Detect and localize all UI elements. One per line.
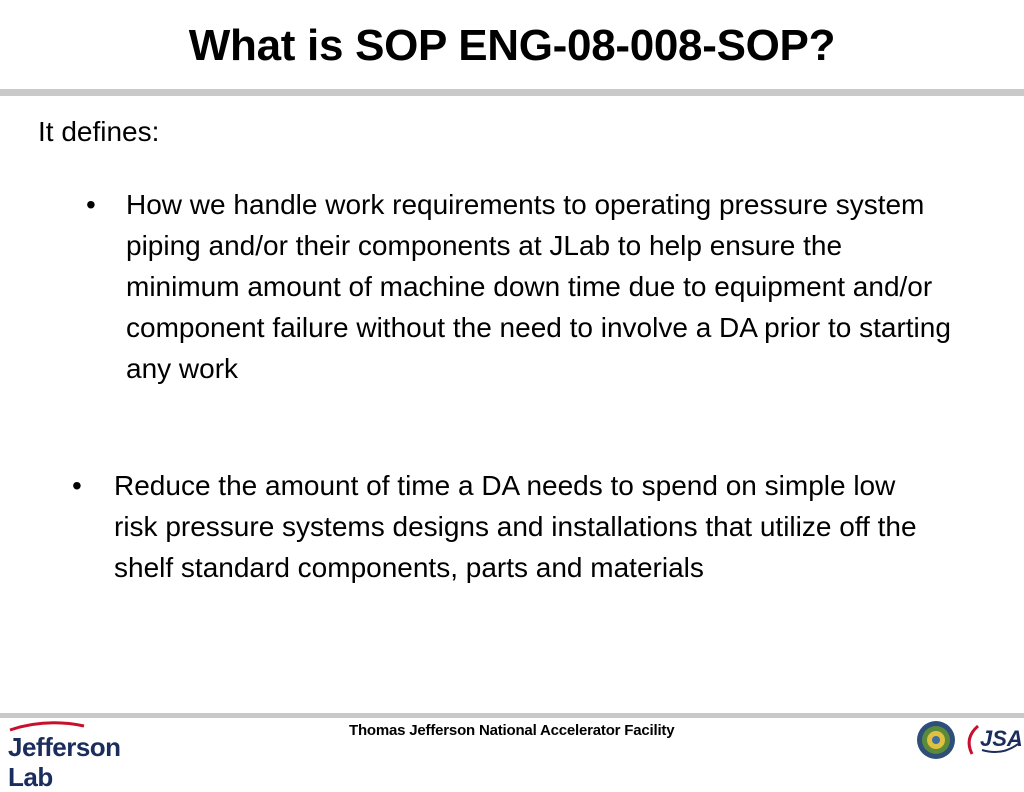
jsa-wordmark: JSA [980, 726, 1023, 751]
slide-title: What is SOP ENG-08-008-SOP? [188, 21, 836, 70]
bullet-text: How we handle work requirements to operating pressure system piping and/or their components at JLab to help ensure the minimum amount of machine down time due to equipment and/or component failure without the need to involve a DA prior to starting any work [126, 189, 951, 384]
jsa-logo [962, 720, 1023, 762]
bullet-item [72, 465, 942, 588]
bullet-marker: • [86, 189, 96, 220]
facility-name: Thomas Jefferson National Accelerator Facility [349, 722, 675, 739]
title-divider [0, 89, 1024, 96]
bullet-item [86, 184, 956, 389]
intro-text: It defines: [38, 116, 160, 147]
doe-seal-icon [916, 720, 956, 760]
bullet-text: Reduce the amount of time a DA needs to spend on simple low risk pressure systems designs and installations that utilize off the shelf standard components, parts and materials [114, 470, 917, 583]
jefferson-lab-logo [6, 716, 166, 792]
logo-wordmark: Jefferson Lab [8, 732, 121, 792]
bullet-marker: • [72, 470, 82, 501]
